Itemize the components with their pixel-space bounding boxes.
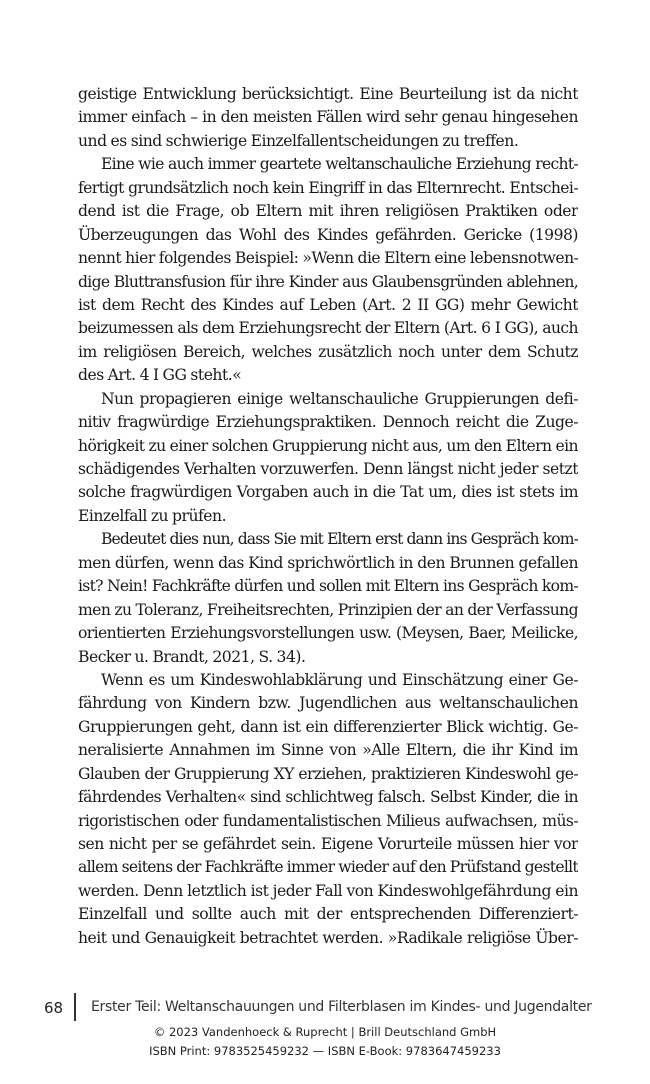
page-number: 68 — [44, 999, 64, 1017]
text-line: im religiösen Bereich, welches zusätzlich noch unter dem Schutz — [78, 342, 578, 361]
text-line: beizumessen als dem Erziehungsrecht der Eltern (Art. 6 I GG), auch — [78, 319, 578, 338]
text-line: und es sind schwierige Einzelfallentscheidungen zu treffen. — [78, 131, 519, 150]
text-line: fährdung von Kindern bzw. Jugendlichen aus weltanschaulichen — [78, 694, 578, 713]
text-line: Glauben der Gruppierung XY erziehen, praktizieren Kindeswohl ge- — [78, 764, 578, 783]
text-line: neralisierte Annahmen im Sinne von »Alle Eltern, die ihr Kind im — [78, 741, 578, 760]
text-line: schädigendes Verhalten vorzuwerfen. Denn längst nicht jeder setzt — [78, 460, 578, 478]
text-line: ist? Nein! Fachkräfte dürfen und sollen mit Eltern ins Gespräch kom- — [78, 577, 578, 596]
running-head: Erster Teil: Weltanschauungen und Filterblasen im Kindes- und Jugendalter — [91, 999, 592, 1015]
text-line: dige Bluttransfusion für ihre Kinder aus Glaubensgründen ablehnen, — [78, 272, 578, 291]
text-line: Wenn es um Kindeswohlabklärung und Einschätzung einer Ge- — [101, 670, 578, 689]
text-line: Becker u. Brandt, 2021, S. 34). — [78, 647, 306, 666]
text-line: Nun propagieren einige weltanschauliche Gruppierungen defi- — [101, 389, 578, 408]
text-line: des Art. 4 I GG steht.« — [78, 366, 242, 385]
text-line: Bedeutet dies nun, dass Sie mit Eltern erst dann ins Gespräch kom- — [101, 530, 578, 549]
text-line: fertigt grundsätzlich noch kein Eingriff in das Elternrecht. Entschei- — [78, 178, 578, 197]
text-line: sen nicht per se gefährdet sein. Eigene Vorurteile müssen hier vor — [78, 835, 578, 853]
text-line: nitiv fragwürdige Erziehungspraktiken. Dennoch reicht die Zuge- — [78, 413, 578, 432]
footer-divider — [74, 993, 76, 1021]
text-line: solche fragwürdigen Vorgaben auch in die Tat um, dies ist stets im — [78, 483, 578, 502]
text-line: hörigkeit zu einer solchen Gruppierung nicht aus, um den Eltern ein — [78, 436, 578, 455]
text-line: Eine wie auch immer geartete weltanschauliche Erziehung recht- — [101, 155, 578, 174]
text-line: Einzelfall zu prüfen. — [78, 506, 227, 525]
text-line: Einzelfall und sollte auch mit der entsprechenden Differenziert- — [78, 905, 578, 924]
text-line: nennt hier folgendes Beispiel: »Wenn die Eltern eine lebensnotwen- — [78, 249, 578, 268]
text-line: werden. Denn letztlich ist jeder Fall von Kindeswohlgefährdung ein — [78, 881, 578, 900]
copyright-notice: © 2023 Vandenhoeck & Ruprecht | Brill Deutschland GmbH — [153, 1025, 497, 1039]
isbn-line: ISBN Print: 9783525459232 — ISBN E-Book: 9783647459233 — [149, 1044, 501, 1058]
text-line: men zu Toleranz, Freiheitsrechten, Prinzipien der an der Verfassung — [78, 600, 578, 619]
text-line: allem seitens der Fachkräfte immer wieder auf den Prüfstand gestellt — [78, 858, 578, 877]
text-line: ist dem Recht des Kindes auf Leben (Art. 2 II GG) mehr Gewicht — [78, 295, 578, 314]
text-line: fährdendes Verhalten« sind schlichtweg falsch. Selbst Kinder, die in — [78, 788, 578, 807]
text-line: Überzeugungen das Wohl des Kindes gefährden. Gericke (1998) — [78, 225, 578, 244]
text-line: men dürfen, wenn das Kind sprichwörtlich in den Brunnen gefallen — [78, 553, 578, 572]
text-line: immer einfach – in den meisten Fällen wird sehr genau hingesehen — [78, 108, 578, 127]
body-text — [78, 83, 578, 950]
text-line: dend ist die Frage, ob Eltern mit ihren religiösen Praktiken oder — [78, 202, 578, 221]
text-line: geistige Entwicklung berücksichtigt. Eine Beurteilung ist da nicht — [78, 85, 578, 103]
text-line: Gruppierungen geht, dann ist ein differenzierter Blick wichtig. Ge- — [78, 717, 578, 736]
text-line: orientierten Erziehungsvorstellungen usw. (Meysen, Baer, Meilicke, — [78, 624, 578, 643]
text-line: rigoristischen oder fundamentalistischen Milieus aufwachsen, müs- — [78, 811, 578, 830]
text-line: heit und Genauigkeit betrachtet werden. »Radikale religiöse Über- — [78, 928, 578, 947]
